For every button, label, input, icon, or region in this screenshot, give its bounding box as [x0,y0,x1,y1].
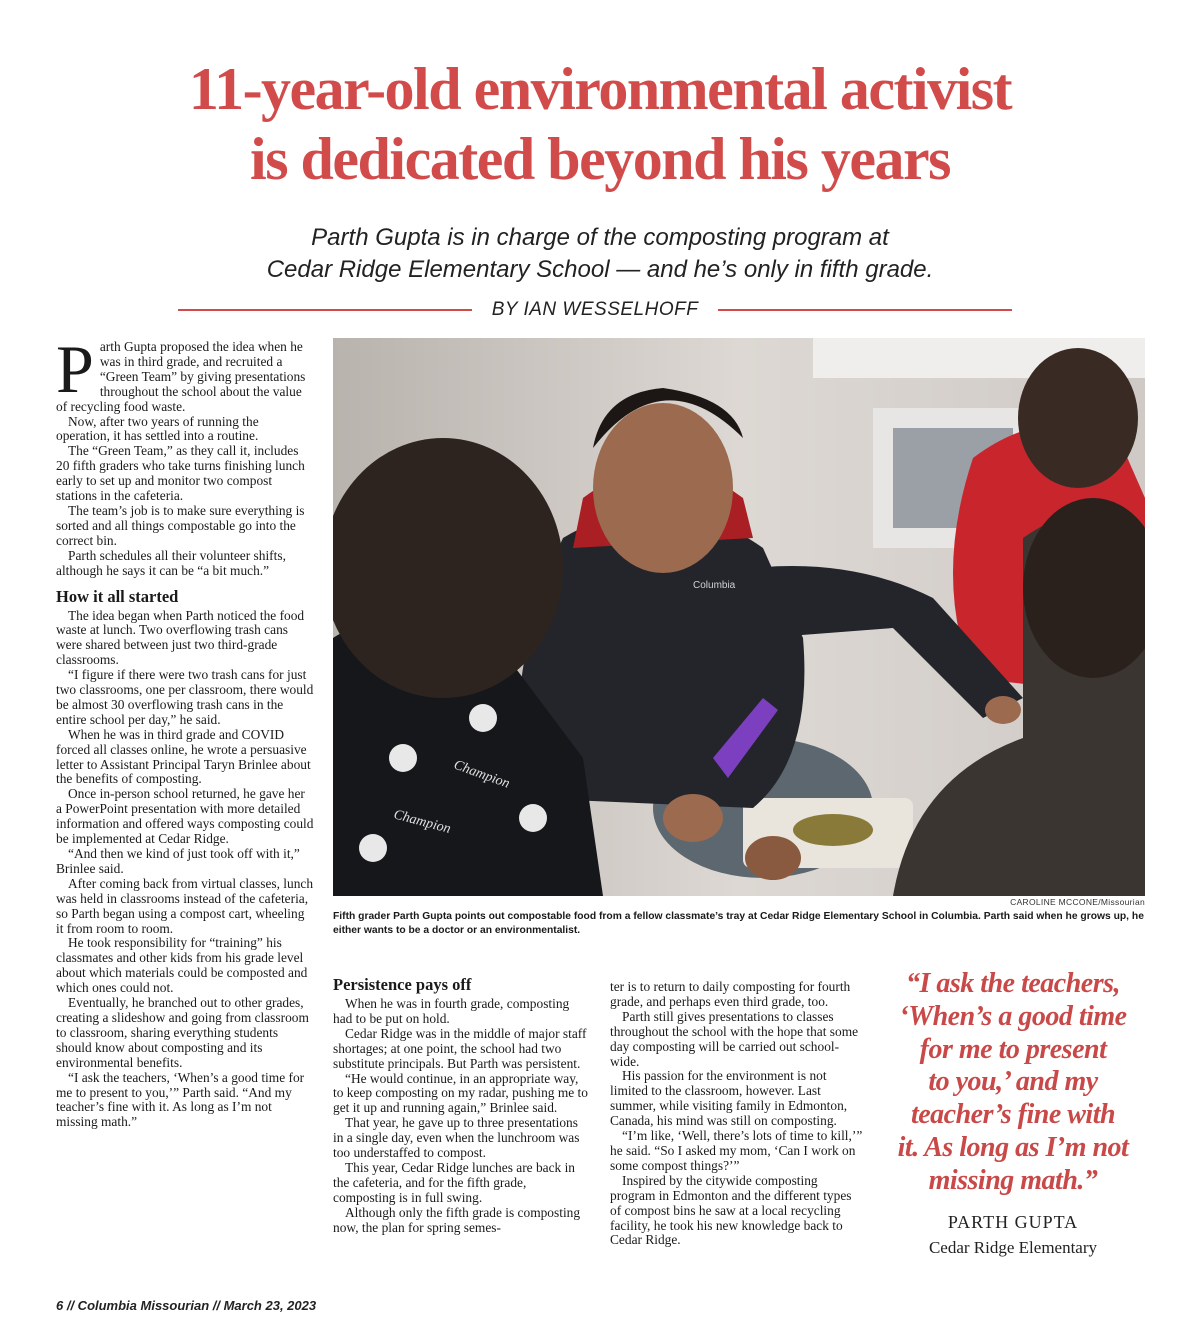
paragraph: That year, he gave up to three presentations in a single day, even when the lunchroom was too understaffed to compost. [333,1115,580,1161]
paragraph: Although only the fifth grade is composting now, the plan for spring semes- [333,1204,581,1235]
paragraph: ter is to return to daily composting for fourth grade, and perhaps even third grade, too. [610,979,851,1009]
article-column-1 [56,331,314,1130]
page-footer: 6 // Columbia Missourian // March 23, 2023 [56,1298,317,1313]
byline: BY IAN WESSELHOFF [491,299,699,320]
paragraph: Once in-person school returned, he gave her a PowerPoint presentation with more detailed information and offered ways composting could be implemented at Cedar Ridge. [56,786,314,847]
paragraph: Parth schedules all their volunteer shifts, although he says it can be “a bit much.” [56,547,286,578]
byline-rule-left [178,309,472,311]
photo-credit: CAROLINE MCCONE/Missourian [1010,897,1145,907]
paragraph: “I figure if there were two trash cans for just two classrooms, one per classroom, there would be almost 30 overflowing trash cans in the entire school per day,” he said. [56,667,314,727]
pull-quote-line: teacher’s fine with [910,1099,1116,1131]
pull-quote-line: to you,’ and my [928,1066,1098,1098]
headline-line-1: 11-year-old environmental activist [188,56,1012,122]
paragraph: “I ask the teachers, ‘When’s a good time for me to present to you,’” Parth said. “And my teacher’s fine with it. As long as I’m not missing math.” [56,1069,305,1130]
paragraph: “He would continue, in an appropriate way, to keep composting on my radar, pushing me to get it up and running again,” Brinlee said. [333,1070,588,1116]
byline-row [178,298,1012,322]
pull-quote-line: it. As long as I’m not [897,1131,1129,1163]
pull-quote-line: missing math.” [928,1164,1098,1196]
pull-quote-line: “I ask the teachers, [906,968,1120,999]
subhead-line-1: Parth Gupta is in charge of the composting program at [311,224,889,251]
paragraph: He took responsibility for “training” his classmates and other kids from his grade level about which materials could be composted and which ones could not. [56,935,308,996]
article-column-3 [610,980,865,1248]
headline [60,54,1140,194]
lead-paragraph [56,331,314,415]
paragraph: After coming back from virtual classes, lunch was held in classrooms instead of the cafeteria, so Parth began using a compost cart, wheeling it from room to room. [56,875,314,936]
section-heading-persistence: Persistence pays off [333,975,472,994]
pull-quote-attribution-name: PARTH GUPTA [947,1212,1079,1232]
article-column-2 [333,975,588,1236]
lead-paragraph-text: arth Gupta proposed the idea when he was in third grade, and recruited a “Green Team” by giving presentations throughout the school about the value of recycling food waste. [56,339,306,414]
paragraph: “I’m like, ‘Well, there’s lots of time to kill,’” he said. “So I asked my mom, ‘Can I work on some compost things?’” [610,1128,863,1173]
pull-quote [888,968,1138,1198]
paragraph: “And then we kind of just took off with it,” Brinlee said. [56,846,300,876]
paragraph: Now, after two years of running the operation, it has settled into a routine. [56,413,259,444]
photo-illustration [333,338,1145,896]
section-heading-how-it-started: How it all started [56,586,179,606]
article-photo [333,338,1145,896]
paragraph: Parth still gives presentations to classes throughout the school with the hope that some day composting will be carried out school-wide. [610,1008,859,1069]
paragraph: Cedar Ridge was in the middle of major staff shortages; at one point, the school had two substitute principals. But Parth was persistent. [333,1025,587,1071]
paragraph: The idea began when Parth noticed the food waste at lunch. Two overflowing trash cans were shared between just two third-grade classrooms. [56,607,305,668]
headline-line-2: is dedicated beyond his years [250,126,950,192]
pull-quote-line: ‘When’s a good time [899,1000,1127,1032]
paragraph: When he was in third grade and COVID forced all classes online, he wrote a persuasive letter to Assistant Principal Taryn Brinlee about the benefits of composting. [56,726,311,787]
subhead [150,222,1050,286]
jacket-logo-text: Columbia [693,580,736,591]
hoodie-text: Champion [451,757,512,792]
pull-quote-line: for me to present [919,1033,1107,1065]
paragraph: The “Green Team,” as they call it, includes 20 fifth graders who take turns finishing lunch early to set up and monitor two compost stations in the cafeteria. [56,443,305,504]
paragraph: Eventually, he branched out to other grades, creating a slideshow and going from classroom to classroom, sharing everything students should know about composting and its environmental benefits. [56,995,309,1070]
pull-quote-attribution-affiliation: Cedar Ridge Elementary [928,1238,1098,1257]
paragraph: When he was in fourth grade, composting had to be put on hold. [333,996,570,1026]
hoodie-text: Champion [391,807,453,837]
byline-rule-right [718,309,1012,311]
drop-cap: P [56,331,94,407]
paragraph: This year, Cedar Ridge lunches are back in the cafeteria, and for the fifth grade, composting is in full swing. [333,1159,575,1205]
paragraph: The team’s job is to make sure everything is sorted and all things compostable go into the correct bin. [56,502,305,548]
paragraph: Inspired by the citywide composting program in Edmonton and the different types of compost bins he saw at a local recycling facility, he took his new knowledge back to Cedar Ridge. [610,1172,852,1248]
photo-caption: Fifth grader Parth Gupta points out compostable food from a fellow classmate’s tray at Cedar Ridge Elementary School in Columbia. Parth said when he grows up, he either wants to be a doctor or an environmentalist. [333,911,1144,936]
paragraph: His passion for the environment is not limited to the classroom, however. Last summer, while visiting family in Edmonton, Canada, his mind was still on composting. [610,1068,848,1129]
subhead-line-2: Cedar Ridge Elementary School — and he’s only in fifth grade. [266,256,934,283]
